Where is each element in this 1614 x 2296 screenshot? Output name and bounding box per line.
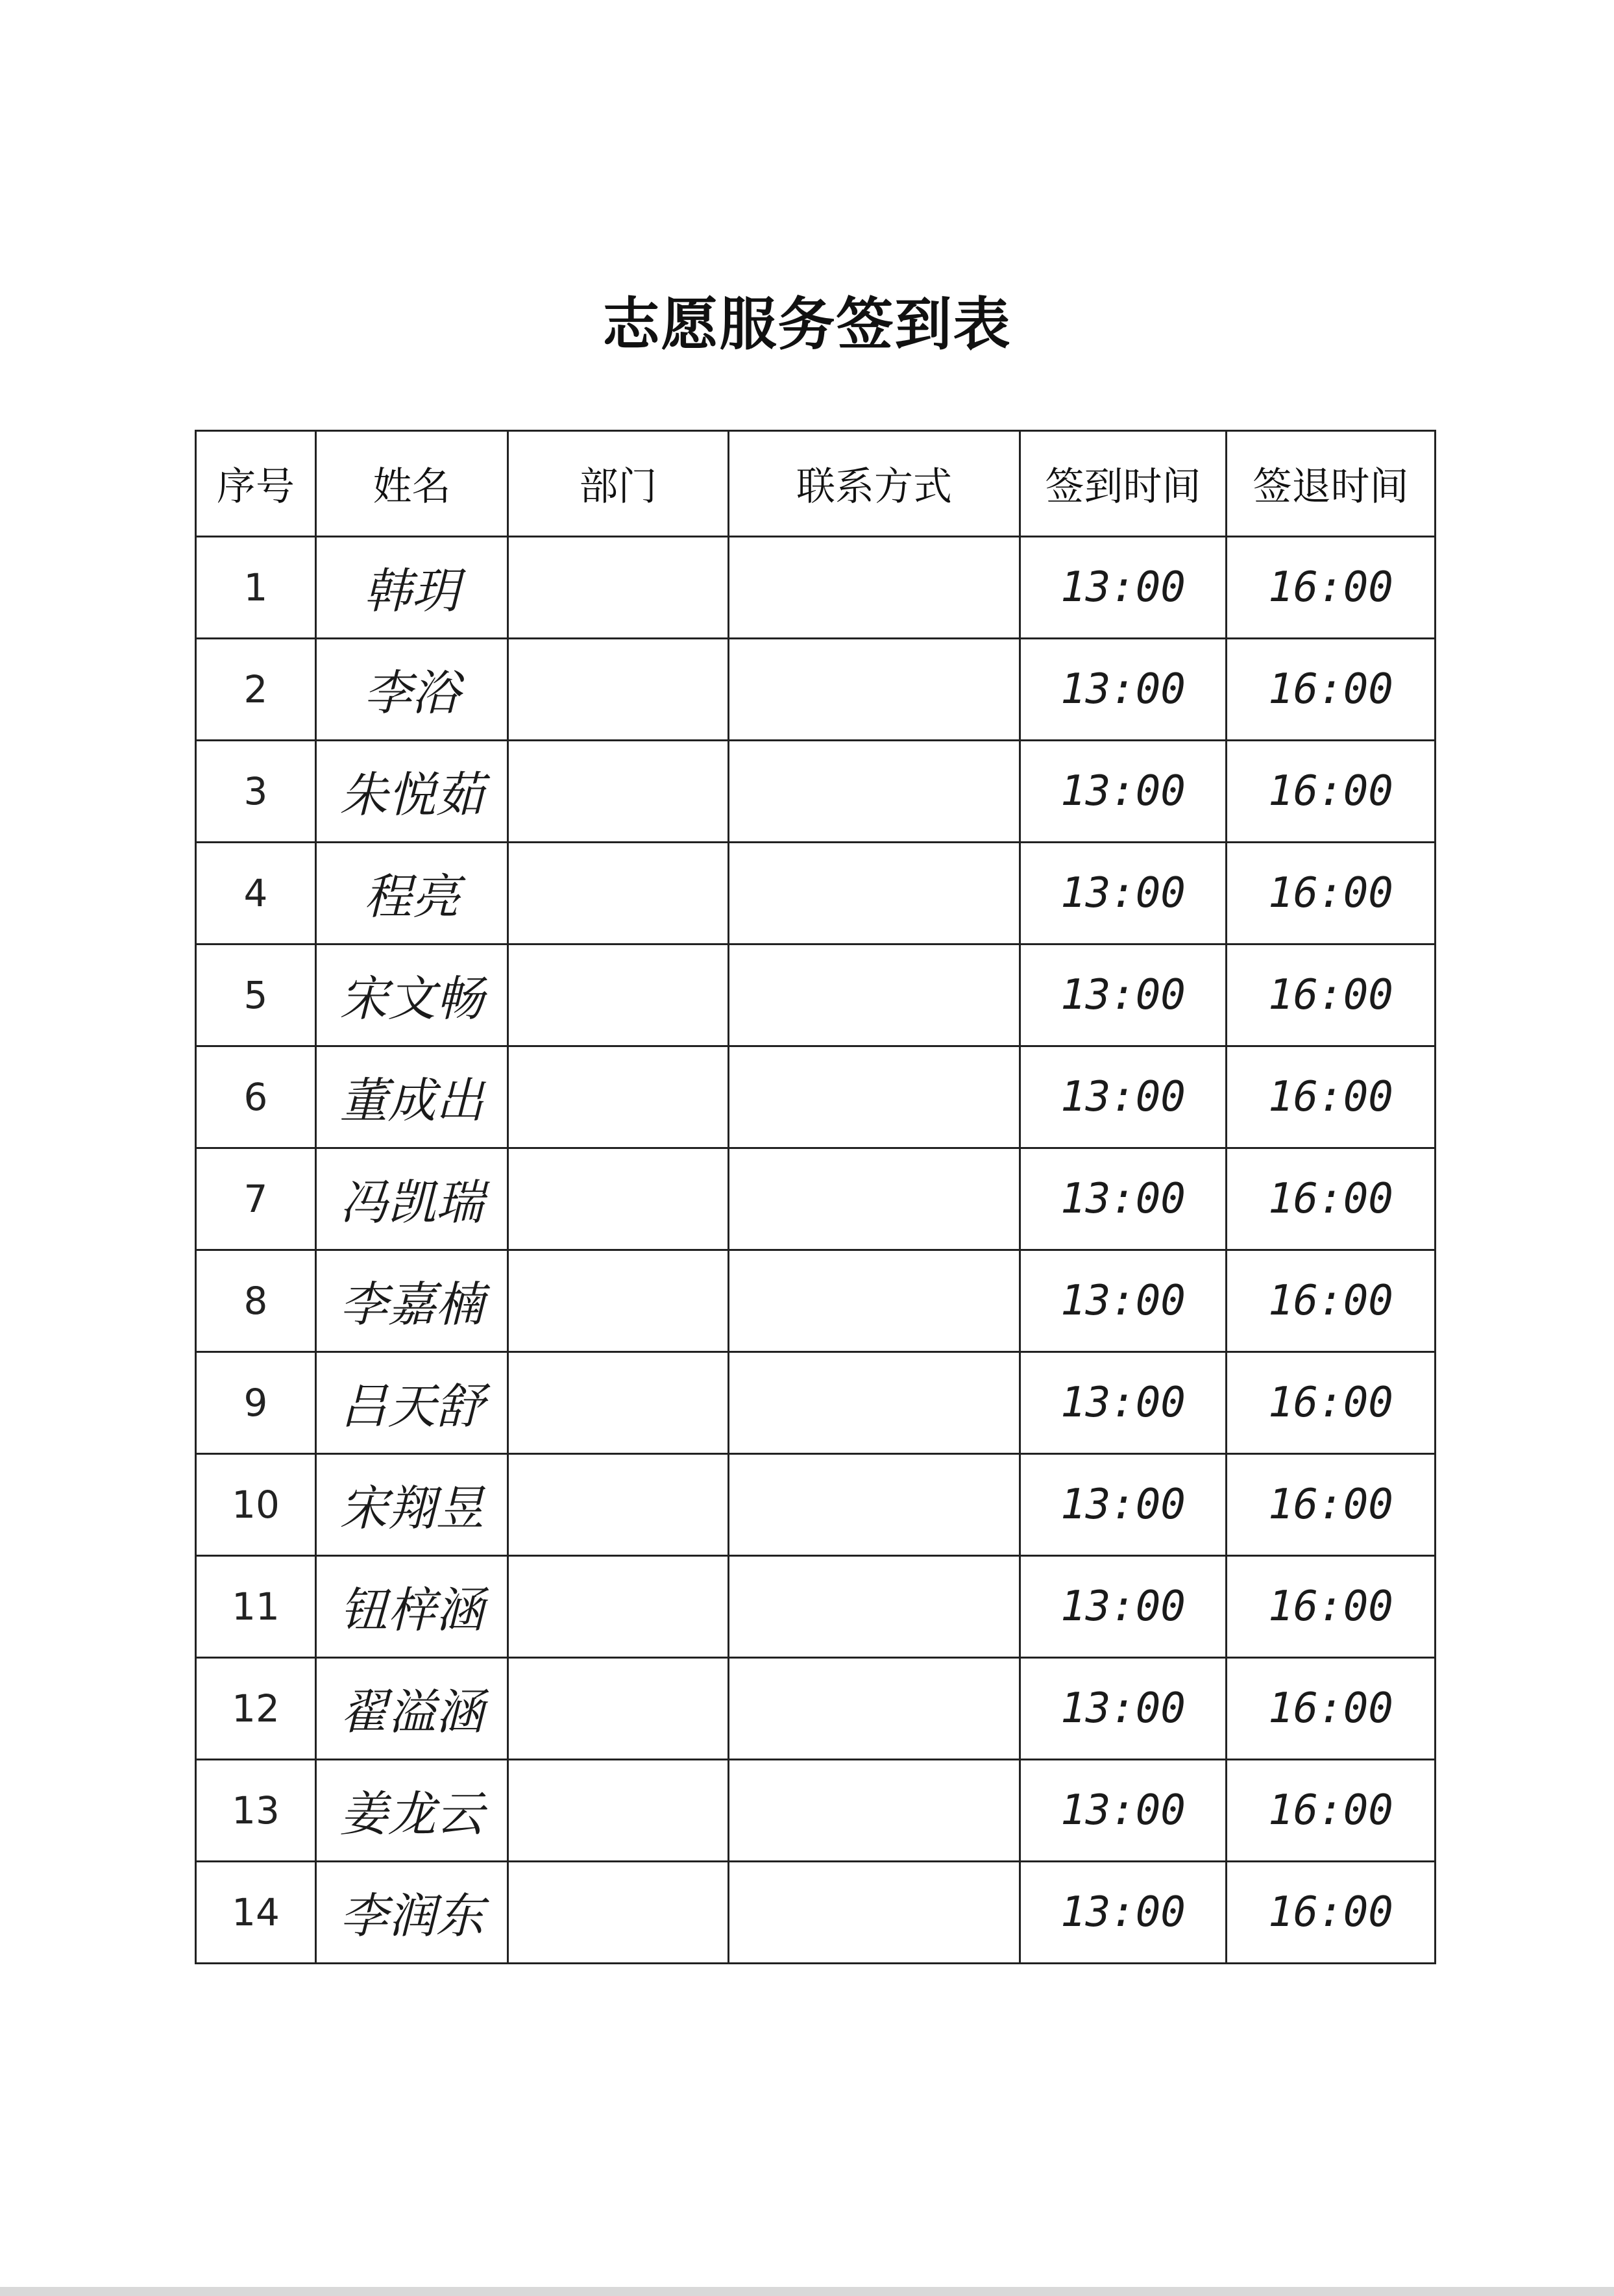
header-sign-in-time: 签到时间 <box>1020 431 1227 537</box>
cell-sign-out-time: 16:00 <box>1227 1658 1436 1760</box>
table-header-row <box>196 431 1436 537</box>
table-row <box>196 1148 1436 1250</box>
cell-dept <box>508 639 729 741</box>
cell-name-signature: 韩玥 <box>316 537 508 639</box>
cell-name-signature: 冯凯瑞 <box>316 1148 508 1250</box>
cell-sign-out-time: 16:00 <box>1227 741 1436 843</box>
cell-name-signature: 翟溢涵 <box>316 1658 508 1760</box>
table-row <box>196 1250 1436 1352</box>
scan-edge <box>0 2287 1614 2296</box>
table-row <box>196 1658 1436 1760</box>
cell-no: 2 <box>196 639 316 741</box>
table-row <box>196 1556 1436 1658</box>
signin-table <box>195 430 1436 1964</box>
cell-contact <box>729 843 1020 944</box>
cell-no: 3 <box>196 741 316 843</box>
cell-sign-out-time: 16:00 <box>1227 1454 1436 1556</box>
cell-sign-out-time: 16:00 <box>1227 537 1436 639</box>
cell-contact <box>729 1760 1020 1862</box>
cell-no: 12 <box>196 1658 316 1760</box>
cell-sign-in-time: 13:00 <box>1020 1046 1227 1148</box>
cell-dept <box>508 1454 729 1556</box>
cell-no: 7 <box>196 1148 316 1250</box>
cell-name-signature: 宋文畅 <box>316 944 508 1046</box>
cell-contact <box>729 944 1020 1046</box>
table-row <box>196 1862 1436 1964</box>
cell-dept <box>508 1862 729 1964</box>
cell-sign-in-time: 13:00 <box>1020 537 1227 639</box>
cell-contact <box>729 1046 1020 1148</box>
cell-name-signature: 董成出 <box>316 1046 508 1148</box>
cell-name-signature: 钮梓涵 <box>316 1556 508 1658</box>
cell-dept <box>508 1658 729 1760</box>
cell-contact <box>729 639 1020 741</box>
cell-sign-in-time: 13:00 <box>1020 1250 1227 1352</box>
cell-no: 14 <box>196 1862 316 1964</box>
cell-name-signature: 程亮 <box>316 843 508 944</box>
table-row <box>196 1352 1436 1454</box>
cell-sign-in-time: 13:00 <box>1020 1352 1227 1454</box>
cell-contact <box>729 1148 1020 1250</box>
cell-dept <box>508 1352 729 1454</box>
cell-sign-out-time: 16:00 <box>1227 1556 1436 1658</box>
table-row <box>196 741 1436 843</box>
cell-no: 13 <box>196 1760 316 1862</box>
cell-dept <box>508 944 729 1046</box>
cell-sign-out-time: 16:00 <box>1227 1046 1436 1148</box>
cell-sign-in-time: 13:00 <box>1020 1760 1227 1862</box>
table-row <box>196 537 1436 639</box>
cell-contact <box>729 1556 1020 1658</box>
header-dept: 部门 <box>508 431 729 537</box>
cell-sign-out-time: 16:00 <box>1227 639 1436 741</box>
cell-sign-in-time: 13:00 <box>1020 1556 1227 1658</box>
table-row <box>196 639 1436 741</box>
header-name: 姓名 <box>316 431 508 537</box>
cell-sign-out-time: 16:00 <box>1227 1352 1436 1454</box>
table-row <box>196 1046 1436 1148</box>
cell-contact <box>729 1352 1020 1454</box>
cell-no: 4 <box>196 843 316 944</box>
cell-sign-out-time: 16:00 <box>1227 1148 1436 1250</box>
cell-name-signature: 李浴 <box>316 639 508 741</box>
cell-no: 5 <box>196 944 316 1046</box>
header-no: 序号 <box>196 431 316 537</box>
cell-dept <box>508 537 729 639</box>
cell-sign-out-time: 16:00 <box>1227 1760 1436 1862</box>
cell-dept <box>508 1760 729 1862</box>
header-contact: 联系方式 <box>729 431 1020 537</box>
cell-contact <box>729 1250 1020 1352</box>
cell-dept <box>508 1148 729 1250</box>
cell-sign-out-time: 16:00 <box>1227 843 1436 944</box>
page-title: 志愿服务签到表 <box>602 290 1012 358</box>
table-row <box>196 1454 1436 1556</box>
cell-name-signature: 姜龙云 <box>316 1760 508 1862</box>
cell-sign-in-time: 13:00 <box>1020 1862 1227 1964</box>
cell-sign-out-time: 16:00 <box>1227 944 1436 1046</box>
cell-sign-in-time: 13:00 <box>1020 1148 1227 1250</box>
cell-name-signature: 李润东 <box>316 1862 508 1964</box>
cell-no: 9 <box>196 1352 316 1454</box>
cell-contact <box>729 1658 1020 1760</box>
cell-name-signature: 吕天舒 <box>316 1352 508 1454</box>
cell-sign-in-time: 13:00 <box>1020 944 1227 1046</box>
table-row <box>196 1760 1436 1862</box>
cell-contact <box>729 1862 1020 1964</box>
table-row <box>196 944 1436 1046</box>
cell-no: 11 <box>196 1556 316 1658</box>
header-sign-out-time: 签退时间 <box>1227 431 1436 537</box>
cell-sign-in-time: 13:00 <box>1020 741 1227 843</box>
cell-no: 1 <box>196 537 316 639</box>
cell-sign-in-time: 13:00 <box>1020 1658 1227 1760</box>
cell-sign-in-time: 13:00 <box>1020 1454 1227 1556</box>
cell-contact <box>729 537 1020 639</box>
cell-sign-out-time: 16:00 <box>1227 1862 1436 1964</box>
cell-dept <box>508 741 729 843</box>
cell-name-signature: 李嘉楠 <box>316 1250 508 1352</box>
cell-name-signature: 朱悦茹 <box>316 741 508 843</box>
cell-dept <box>508 1046 729 1148</box>
cell-dept <box>508 1556 729 1658</box>
cell-no: 6 <box>196 1046 316 1148</box>
cell-dept <box>508 843 729 944</box>
cell-no: 10 <box>196 1454 316 1556</box>
cell-sign-out-time: 16:00 <box>1227 1250 1436 1352</box>
table-row <box>196 843 1436 944</box>
cell-sign-in-time: 13:00 <box>1020 639 1227 741</box>
cell-sign-in-time: 13:00 <box>1020 843 1227 944</box>
cell-dept <box>508 1250 729 1352</box>
cell-contact <box>729 1454 1020 1556</box>
cell-no: 8 <box>196 1250 316 1352</box>
cell-contact <box>729 741 1020 843</box>
cell-name-signature: 宋翔昱 <box>316 1454 508 1556</box>
